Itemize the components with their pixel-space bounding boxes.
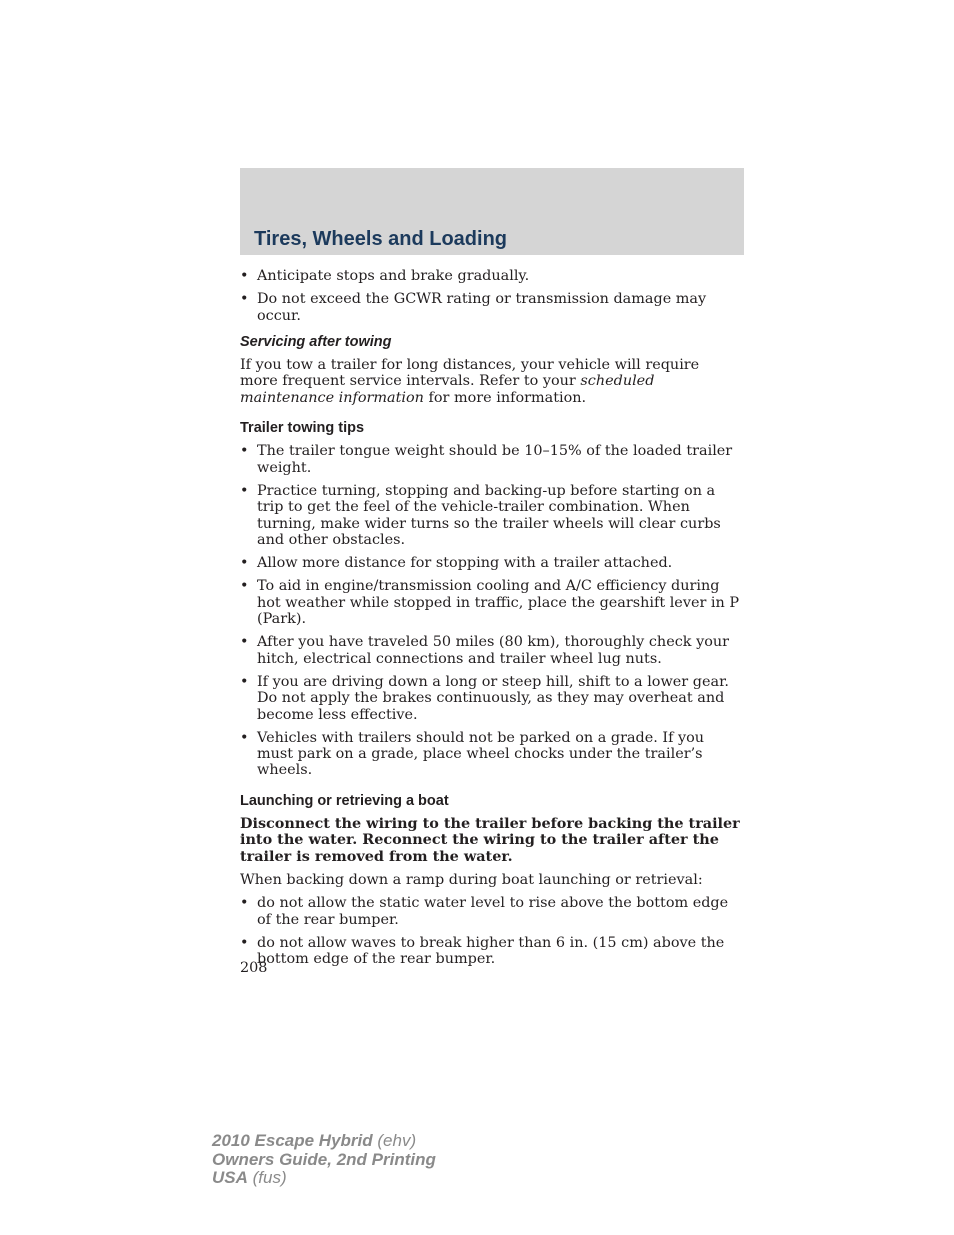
list-item: • Vehicles with trailers should not be parked on a grade. If you must park on a grade, place wheel chocks under the trailer’s wheels. [240,730,740,779]
list-item: • Do not exceed the GCWR rating or transmission damage may occur. [240,291,740,324]
list-item: • Anticipate stops and brake gradually. [240,268,740,284]
list-item: • After you have traveled 50 miles (80 km), thoroughly check your hitch, electrical connections and trailer wheel lug nuts. [240,634,740,667]
boat-intro: When backing down a ramp during boat launching or retrieval: [240,871,703,888]
page-content [240,268,740,974]
heading-trailer-towing-tips: Trailer towing tips [240,420,365,437]
footer-market-code: (fus) [247,1168,287,1187]
list-item: • If you are driving down a long or steep hill, shift to a lower gear. Do not apply the brakes continuously, as they may overheat and become less effective. [240,674,740,723]
list-item: • do not allow waves to break higher than 6 in. (15 cm) above the bottom edge of the rear bumper. [240,935,740,968]
footer-edition: Owners Guide, 2nd Printing [212,1149,436,1169]
list-item: • do not allow the static water level to rise above the bottom edge of the rear bumper. [240,895,740,928]
list-item: • Allow more distance for stopping with a trailer attached. [240,555,740,571]
heading-launching-boat: Launching or retrieving a boat [240,792,449,809]
document-footer [212,1132,436,1188]
footer-line-2 [212,1151,436,1170]
heading-servicing-after-towing: Servicing after towing [240,333,392,350]
page-number: 208 [240,960,268,976]
footer-model-code: (ehv) [372,1131,417,1150]
list-item: • Practice turning, stopping and backing-up before starting on a trip to get the feel of the vehicle-trailer combination. When turning, make wider turns so the trailer wheels will clear curbs and other obstacles. [240,483,740,548]
footer-line-1 [212,1132,436,1151]
servicing-text-end: for more information. [423,389,587,406]
footer-line-3 [212,1169,436,1188]
list-item: • To aid in engine/transmission cooling and A/C efficiency during hot weather while stopped in traffic, place the gearshift lever in P (Park). [240,578,740,627]
servicing-paragraph [240,357,740,406]
footer-market: USA [212,1168,248,1187]
footer-model: 2010 Escape Hybrid [212,1131,373,1150]
section-header-band [240,168,744,255]
servicing-text: If you tow a trailer for long distances, your vehicle will require more frequent service intervals. Refer to your [240,357,700,390]
section-title: Tires, Wheels and Loading [254,228,508,250]
wiring-warning: Disconnect the wiring to the trailer before backing the trailer into the water. Reconnect the wiring to the trailer after the trailer is removed from the water. [240,815,740,865]
list-item: • The trailer tongue weight should be 10–15% of the loaded trailer weight. [240,443,740,476]
servicing-reference: scheduled maintenance information [240,373,655,406]
